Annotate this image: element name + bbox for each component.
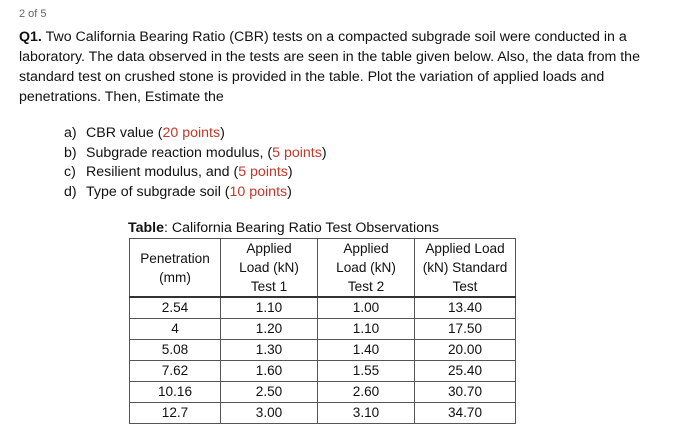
cell-test-1: 1.60 xyxy=(221,360,318,381)
header-line: Penetration xyxy=(140,250,210,266)
part-close: ) xyxy=(287,183,292,200)
cell-penetration: 10.16 xyxy=(130,381,221,402)
part-close: ) xyxy=(321,144,327,161)
part-points: 5 points xyxy=(272,144,322,161)
header-line: Test 1 xyxy=(250,279,288,294)
header-test-1 xyxy=(221,239,318,298)
header-line: (kN) Standard xyxy=(422,260,508,275)
table-row xyxy=(130,318,516,339)
header-line: Applied Load xyxy=(425,241,505,256)
header-line: Load (kN) xyxy=(336,260,396,275)
header-test-2 xyxy=(318,239,415,298)
table-row xyxy=(130,402,516,423)
cell-standard: 30.70 xyxy=(415,381,516,402)
part-letter: d) xyxy=(64,183,77,200)
part-close: ) xyxy=(220,125,225,141)
question-number: Q1. xyxy=(19,29,42,45)
cell-test-2: 1.40 xyxy=(318,339,415,360)
cell-penetration: 7.62 xyxy=(130,360,221,381)
cell-test-1: 2.50 xyxy=(221,381,318,402)
cell-penetration: 5.08 xyxy=(130,339,221,360)
part-a xyxy=(64,124,327,144)
cell-test-2: 1.00 xyxy=(318,297,415,318)
header-line: Test xyxy=(452,279,478,294)
header-line: Load (kN) xyxy=(239,260,299,275)
cell-standard: 20.00 xyxy=(415,339,516,360)
cell-test-2: 1.55 xyxy=(318,360,415,381)
cell-test-1: 1.20 xyxy=(221,318,318,339)
cell-test-2: 1.10 xyxy=(318,318,415,339)
header-line: Applied xyxy=(246,241,292,256)
cell-test-1: 1.10 xyxy=(221,297,318,318)
cbr-observations-table xyxy=(129,238,516,424)
cell-standard: 17.50 xyxy=(415,318,516,339)
part-text: Subgrade reaction modulus, ( xyxy=(86,144,273,161)
table-row xyxy=(130,381,516,402)
table-caption-label: Table xyxy=(128,220,165,236)
part-close: ) xyxy=(287,164,293,180)
header-line: Test 2 xyxy=(347,279,385,294)
cell-standard: 13.40 xyxy=(415,297,516,318)
page-indicator: 2 of 5 xyxy=(19,8,47,20)
part-points: 10 points xyxy=(229,183,288,200)
table-row xyxy=(130,297,516,318)
table-caption xyxy=(128,220,439,236)
part-points: 5 points xyxy=(238,164,288,180)
question-text xyxy=(19,27,679,107)
header-line: Applied xyxy=(343,241,389,256)
cell-penetration: 2.54 xyxy=(130,297,221,318)
cell-penetration: 12.7 xyxy=(130,402,221,423)
part-letter: a) xyxy=(64,125,77,141)
part-points: 20 points xyxy=(162,125,221,141)
table-row xyxy=(130,339,516,360)
cell-standard: 25.40 xyxy=(415,360,516,381)
part-letter: c) xyxy=(64,164,76,180)
part-text: CBR value ( xyxy=(86,125,163,141)
part-text: Resilient modulus, and ( xyxy=(86,164,239,180)
question-parts xyxy=(64,124,327,202)
part-letter: b) xyxy=(64,144,77,161)
part-text: Type of subgrade soil ( xyxy=(86,183,230,200)
part-b xyxy=(64,144,327,164)
part-c xyxy=(64,163,327,183)
question-body: Two California Bearing Ratio (CBR) tests on a compacted subgrade soil were conducted in a laboratory. The data observed in the tests are seen in the table given below. Also, the data from the standard test on crushed stone is provided in the table. Plot the variation of applied loads and penetrations. Then, Estimate the xyxy=(19,29,640,105)
header-standard-test xyxy=(415,239,516,298)
cell-test-1: 1.30 xyxy=(221,339,318,360)
cell-standard: 34.70 xyxy=(415,402,516,423)
table-row xyxy=(130,360,516,381)
cell-test-2: 2.60 xyxy=(318,381,415,402)
header-penetration xyxy=(130,239,221,298)
cell-penetration: 4 xyxy=(130,318,221,339)
cell-test-1: 3.00 xyxy=(221,402,318,423)
part-d xyxy=(64,183,327,203)
header-line: (mm) xyxy=(159,269,191,285)
table-caption-text: : California Bearing Ratio Test Observations xyxy=(164,220,439,236)
cell-test-2: 3.10 xyxy=(318,402,415,423)
table-header-row xyxy=(130,239,516,298)
